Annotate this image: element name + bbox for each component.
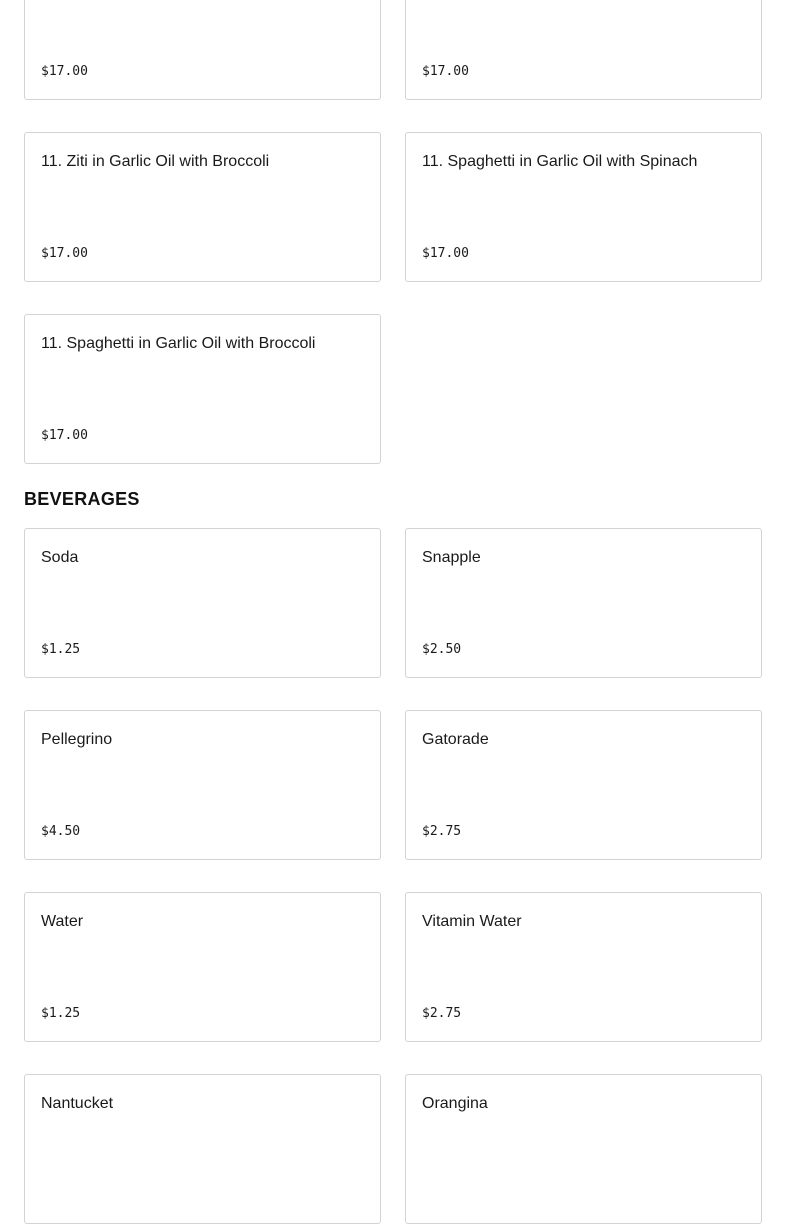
menu-item-name: Soda — [41, 549, 79, 566]
menu-item-name: Water — [41, 913, 84, 930]
menu-item-card[interactable] — [405, 710, 762, 860]
menu-item-card[interactable] — [405, 892, 762, 1042]
menu-item-name: Snapple — [422, 549, 481, 566]
menu-item-price: $4.50 — [41, 824, 81, 839]
menu-item-name: 11. Spaghetti in Garlic Oil with Spinach — [422, 153, 698, 170]
menu-item-card[interactable] — [405, 0, 762, 100]
menu-item-price: $2.75 — [422, 1006, 462, 1021]
section-title-beverages: BEVERAGES — [24, 489, 140, 509]
menu-item-card[interactable] — [405, 132, 762, 282]
menu-item-name: Nantucket — [41, 1095, 114, 1112]
menu-item-name: Pellegrino — [41, 731, 113, 748]
menu-item-card[interactable] — [24, 528, 381, 678]
menu-item-price: $2.50 — [422, 642, 462, 657]
menu-item-card[interactable] — [24, 314, 381, 464]
menu-item-price: $2.75 — [422, 824, 462, 839]
menu-item-card[interactable] — [24, 1074, 381, 1224]
menu-item-name: 11. Spaghetti in Garlic Oil with Broccoli — [41, 335, 316, 352]
menu-item-card[interactable] — [24, 0, 381, 100]
menu-item-card[interactable] — [24, 710, 381, 860]
menu-item-name: Orangina — [422, 1095, 488, 1112]
menu-item-card[interactable] — [24, 132, 381, 282]
menu-item-name: Vitamin Water — [422, 913, 522, 930]
menu-item-price: $1.25 — [41, 1006, 81, 1021]
menu-item-card[interactable] — [405, 1074, 762, 1224]
menu-item-card[interactable] — [24, 892, 381, 1042]
menu-item-price: $17.00 — [422, 246, 469, 261]
menu-item-card[interactable] — [405, 528, 762, 678]
menu-item-name: Gatorade — [422, 731, 489, 748]
menu-item-price: $17.00 — [41, 428, 88, 443]
menu-item-price: $17.00 — [41, 64, 88, 79]
menu-item-price: $1.25 — [41, 642, 81, 657]
menu-item-price: $17.00 — [41, 246, 88, 261]
menu-item-price: $17.00 — [422, 64, 469, 79]
menu-item-name: 11. Ziti in Garlic Oil with Broccoli — [41, 153, 270, 170]
